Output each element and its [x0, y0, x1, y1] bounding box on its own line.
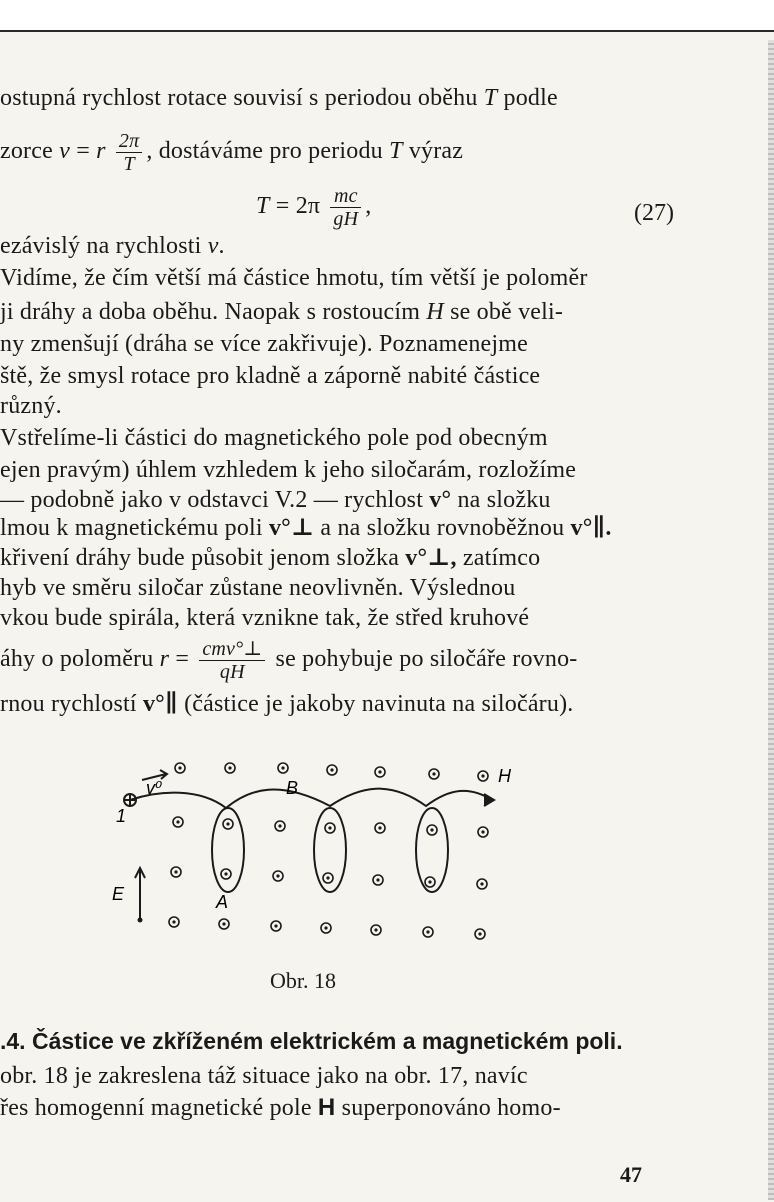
- figure-caption: Obr. 18: [270, 968, 336, 993]
- page-number: 47: [620, 1162, 642, 1187]
- text-line-17: áhy o poloměru r = $\frac{\text{cmv°⊥}}{qH}$ se pohybuje po siločáře rovno-: [0, 638, 578, 683]
- text-line-11: ejen pravým) úhlem vzhledem k jeho siločarám, rozložíme: [0, 457, 577, 483]
- orbit-loop-3: [416, 808, 448, 892]
- figure-18-diagram: [100, 750, 520, 950]
- text-line-2: zorce v = r $\frac{2\pi}{T}$ , dostáváme pro periodu T výraz: [0, 130, 464, 175]
- text-line-9: různý.: [0, 393, 62, 419]
- label-v0: v⁰: [146, 778, 163, 798]
- fraction-mc-over-gH: $\frac{mc}{gH}$: [330, 185, 361, 230]
- text-line-8: ště, že smysl rotace pro kladně a záporně nabité částice: [0, 363, 541, 389]
- label-A: A: [216, 892, 229, 912]
- text-line-5: Vidíme, že čím větší má částice hmotu, tím větší je poloměr: [0, 265, 588, 291]
- text-line-7: ny zmenšují (dráha se více zakřivuje). Poznamenejme: [0, 331, 528, 357]
- text-line-10: Vstřelíme-li částici do magnetického pole pod obecným: [0, 425, 548, 451]
- equation-27: T = 2π $\frac{mc}{gH}$ ,: [256, 185, 372, 230]
- text-line-21: řes homogenní magnetické pole H superponováno homo-: [0, 1094, 561, 1121]
- particle-trajectory: [130, 789, 492, 808]
- text-line-15: hyb ve směru siločar zůstane neovlivněn. Výslednou: [0, 575, 516, 601]
- text-line-18: rnou rychlostí v°∥ (částice je jakoby navinuta na siločáru).: [0, 691, 574, 717]
- page-edge: [768, 40, 774, 1200]
- section-heading: .4. Částice ve zkříženém elektrickém a magnetickém poli.: [0, 1028, 623, 1054]
- fraction-2pi-over-T: $\frac{2\pi}{T}$: [116, 130, 142, 175]
- orbit-loop-2: [314, 808, 346, 892]
- e-field-arrow: [135, 868, 145, 918]
- text-line-16: vkou bude spirála, která vznikne tak, že střed kruhové: [0, 605, 530, 631]
- text-line-20: obr. 18 je zakreslena táž situace jako na obr. 17, navíc: [0, 1063, 528, 1089]
- text-line-4: ezávislý na rychlosti v.: [0, 233, 225, 259]
- magnetic-field-markers: [169, 763, 488, 939]
- text-line-1: ostupná rychlost rotace souvisí s periodou oběhu T podle: [0, 85, 558, 111]
- label-H: H: [498, 766, 511, 786]
- label-B: B: [286, 778, 299, 798]
- text-line-12: — podobně jako v odstavci V.2 — rychlost v° na složku: [0, 487, 551, 513]
- label-E: E: [112, 884, 125, 904]
- equation-number: (27): [634, 200, 674, 226]
- text-line-6: ji dráhy a doba oběhu. Naopak s rostoucím H se obě veli-: [0, 299, 564, 325]
- trajectory-arrowhead: [484, 794, 494, 806]
- label-1: 1: [116, 806, 127, 826]
- text-line-13: lmou k magnetickému poli v°⊥ a na složku rovnoběžnou v°∥.: [0, 515, 612, 541]
- text-line-14: křivení dráhy bude působit jenom složka v°⊥, zatímco: [0, 545, 541, 571]
- fraction-radius: $\frac{\text{cmv°⊥}}{qH}$: [199, 638, 265, 683]
